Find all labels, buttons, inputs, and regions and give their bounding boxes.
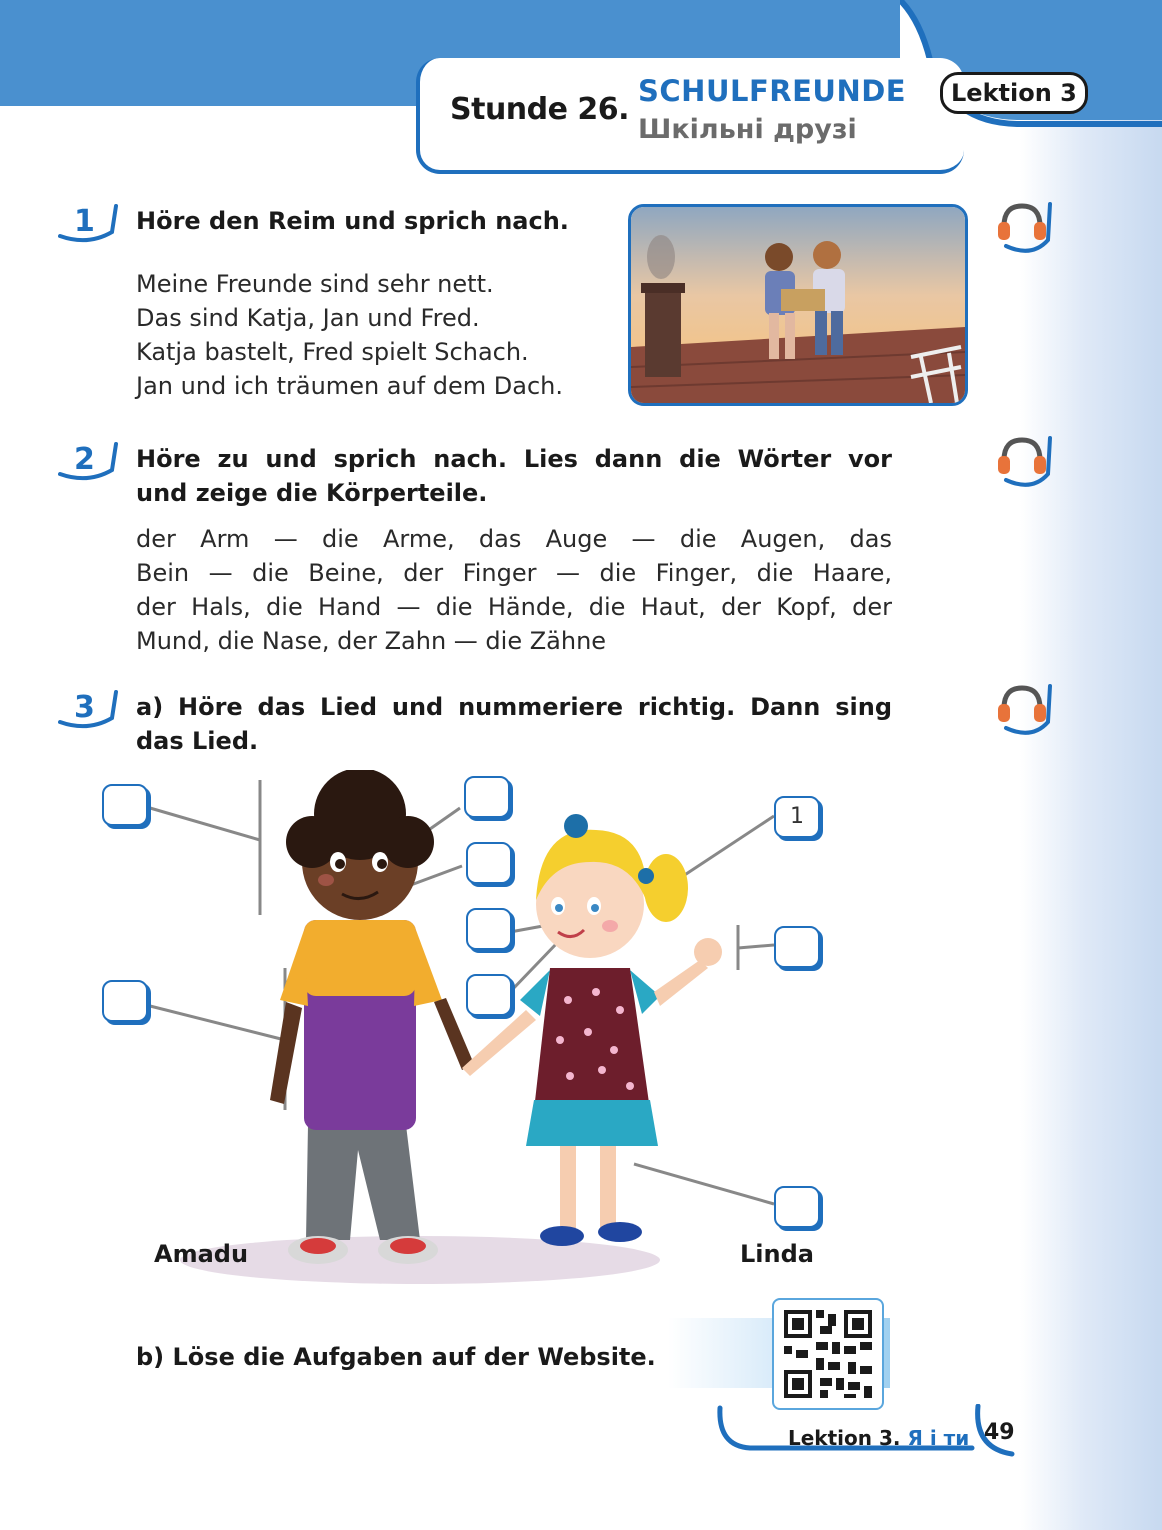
boy-figure — [270, 770, 474, 1264]
number-slot-hair[interactable] — [102, 784, 148, 826]
headphones-icon[interactable] — [992, 430, 1054, 492]
instruction-line: Höre zu und sprich nach. Lies dann die Wörter vor — [136, 445, 892, 473]
headphones-icon[interactable] — [992, 678, 1054, 740]
exercise2-word-list — [136, 522, 892, 658]
footer-unit-label: Lektion 3. — [788, 1426, 901, 1450]
exercise-number-1: 1 — [58, 202, 116, 244]
lesson-subtitle: Шкільні друзі — [638, 114, 857, 145]
exercise-number-2: 2 — [58, 440, 116, 482]
exercise1-rhyme — [136, 267, 563, 403]
lesson-title: SCHULFREUNDE — [638, 74, 907, 108]
instruction-line: und zeige die Körperteile. — [136, 479, 488, 507]
exercise-number-3: 3 — [58, 688, 116, 730]
word-line: der Hals, die Hand — die Hände, die Haut, der Kopf, der — [136, 593, 892, 621]
word-line: der Arm — die Arme, das Auge — die Augen, das — [136, 525, 892, 553]
instruction-line: a) Höre das Lied und nummeriere richtig. Dann sing — [136, 693, 892, 721]
number-slot-filled[interactable]: 1 — [774, 796, 820, 838]
footer-unit — [788, 1426, 969, 1450]
page-number: 49 — [984, 1420, 1015, 1445]
unit-badge: Lektion 3 — [940, 72, 1088, 114]
footer-unit-title: Я і ти — [907, 1426, 970, 1450]
exercise3-part-a — [136, 690, 892, 758]
word-line: Mund, die Nase, der Zahn — die Zähne — [136, 627, 607, 655]
boy-name-label: Amadu — [154, 1240, 249, 1268]
rhyme-line: Katja bastelt, Fred spielt Schach. — [136, 338, 529, 366]
number-slot-mouth[interactable] — [466, 842, 512, 884]
exercise3-part-b: b) Löse die Aufgaben auf der Website. — [136, 1343, 656, 1371]
qr-code-icon[interactable] — [772, 1298, 884, 1410]
children-on-roof-photo — [628, 204, 968, 406]
number-slot-eye[interactable] — [464, 776, 510, 818]
exercise1-instruction: Höre den Reim und sprich nach. — [136, 207, 569, 235]
headphones-icon[interactable] — [992, 196, 1054, 258]
girl-name-label: Linda — [740, 1240, 814, 1268]
number-slot-leg[interactable] — [774, 1186, 820, 1228]
rhyme-line: Meine Freunde sind sehr nett. — [136, 270, 494, 298]
lesson-number: Stunde 26. — [450, 92, 630, 127]
rhyme-line: Jan und ich träumen auf dem Dach. — [136, 372, 564, 400]
number-slot-body[interactable] — [102, 980, 148, 1022]
exercise2-instruction — [136, 442, 892, 510]
instruction-line: das Lied. — [136, 727, 259, 755]
number-slot-nose[interactable] — [466, 908, 512, 950]
number-slot-neck[interactable] — [466, 974, 512, 1016]
rhyme-line: Das sind Katja, Jan und Fred. — [136, 304, 480, 332]
number-slot-hand[interactable] — [774, 926, 820, 968]
word-line: Bein — die Beine, der Finger — die Finger, die Haare, — [136, 559, 892, 587]
